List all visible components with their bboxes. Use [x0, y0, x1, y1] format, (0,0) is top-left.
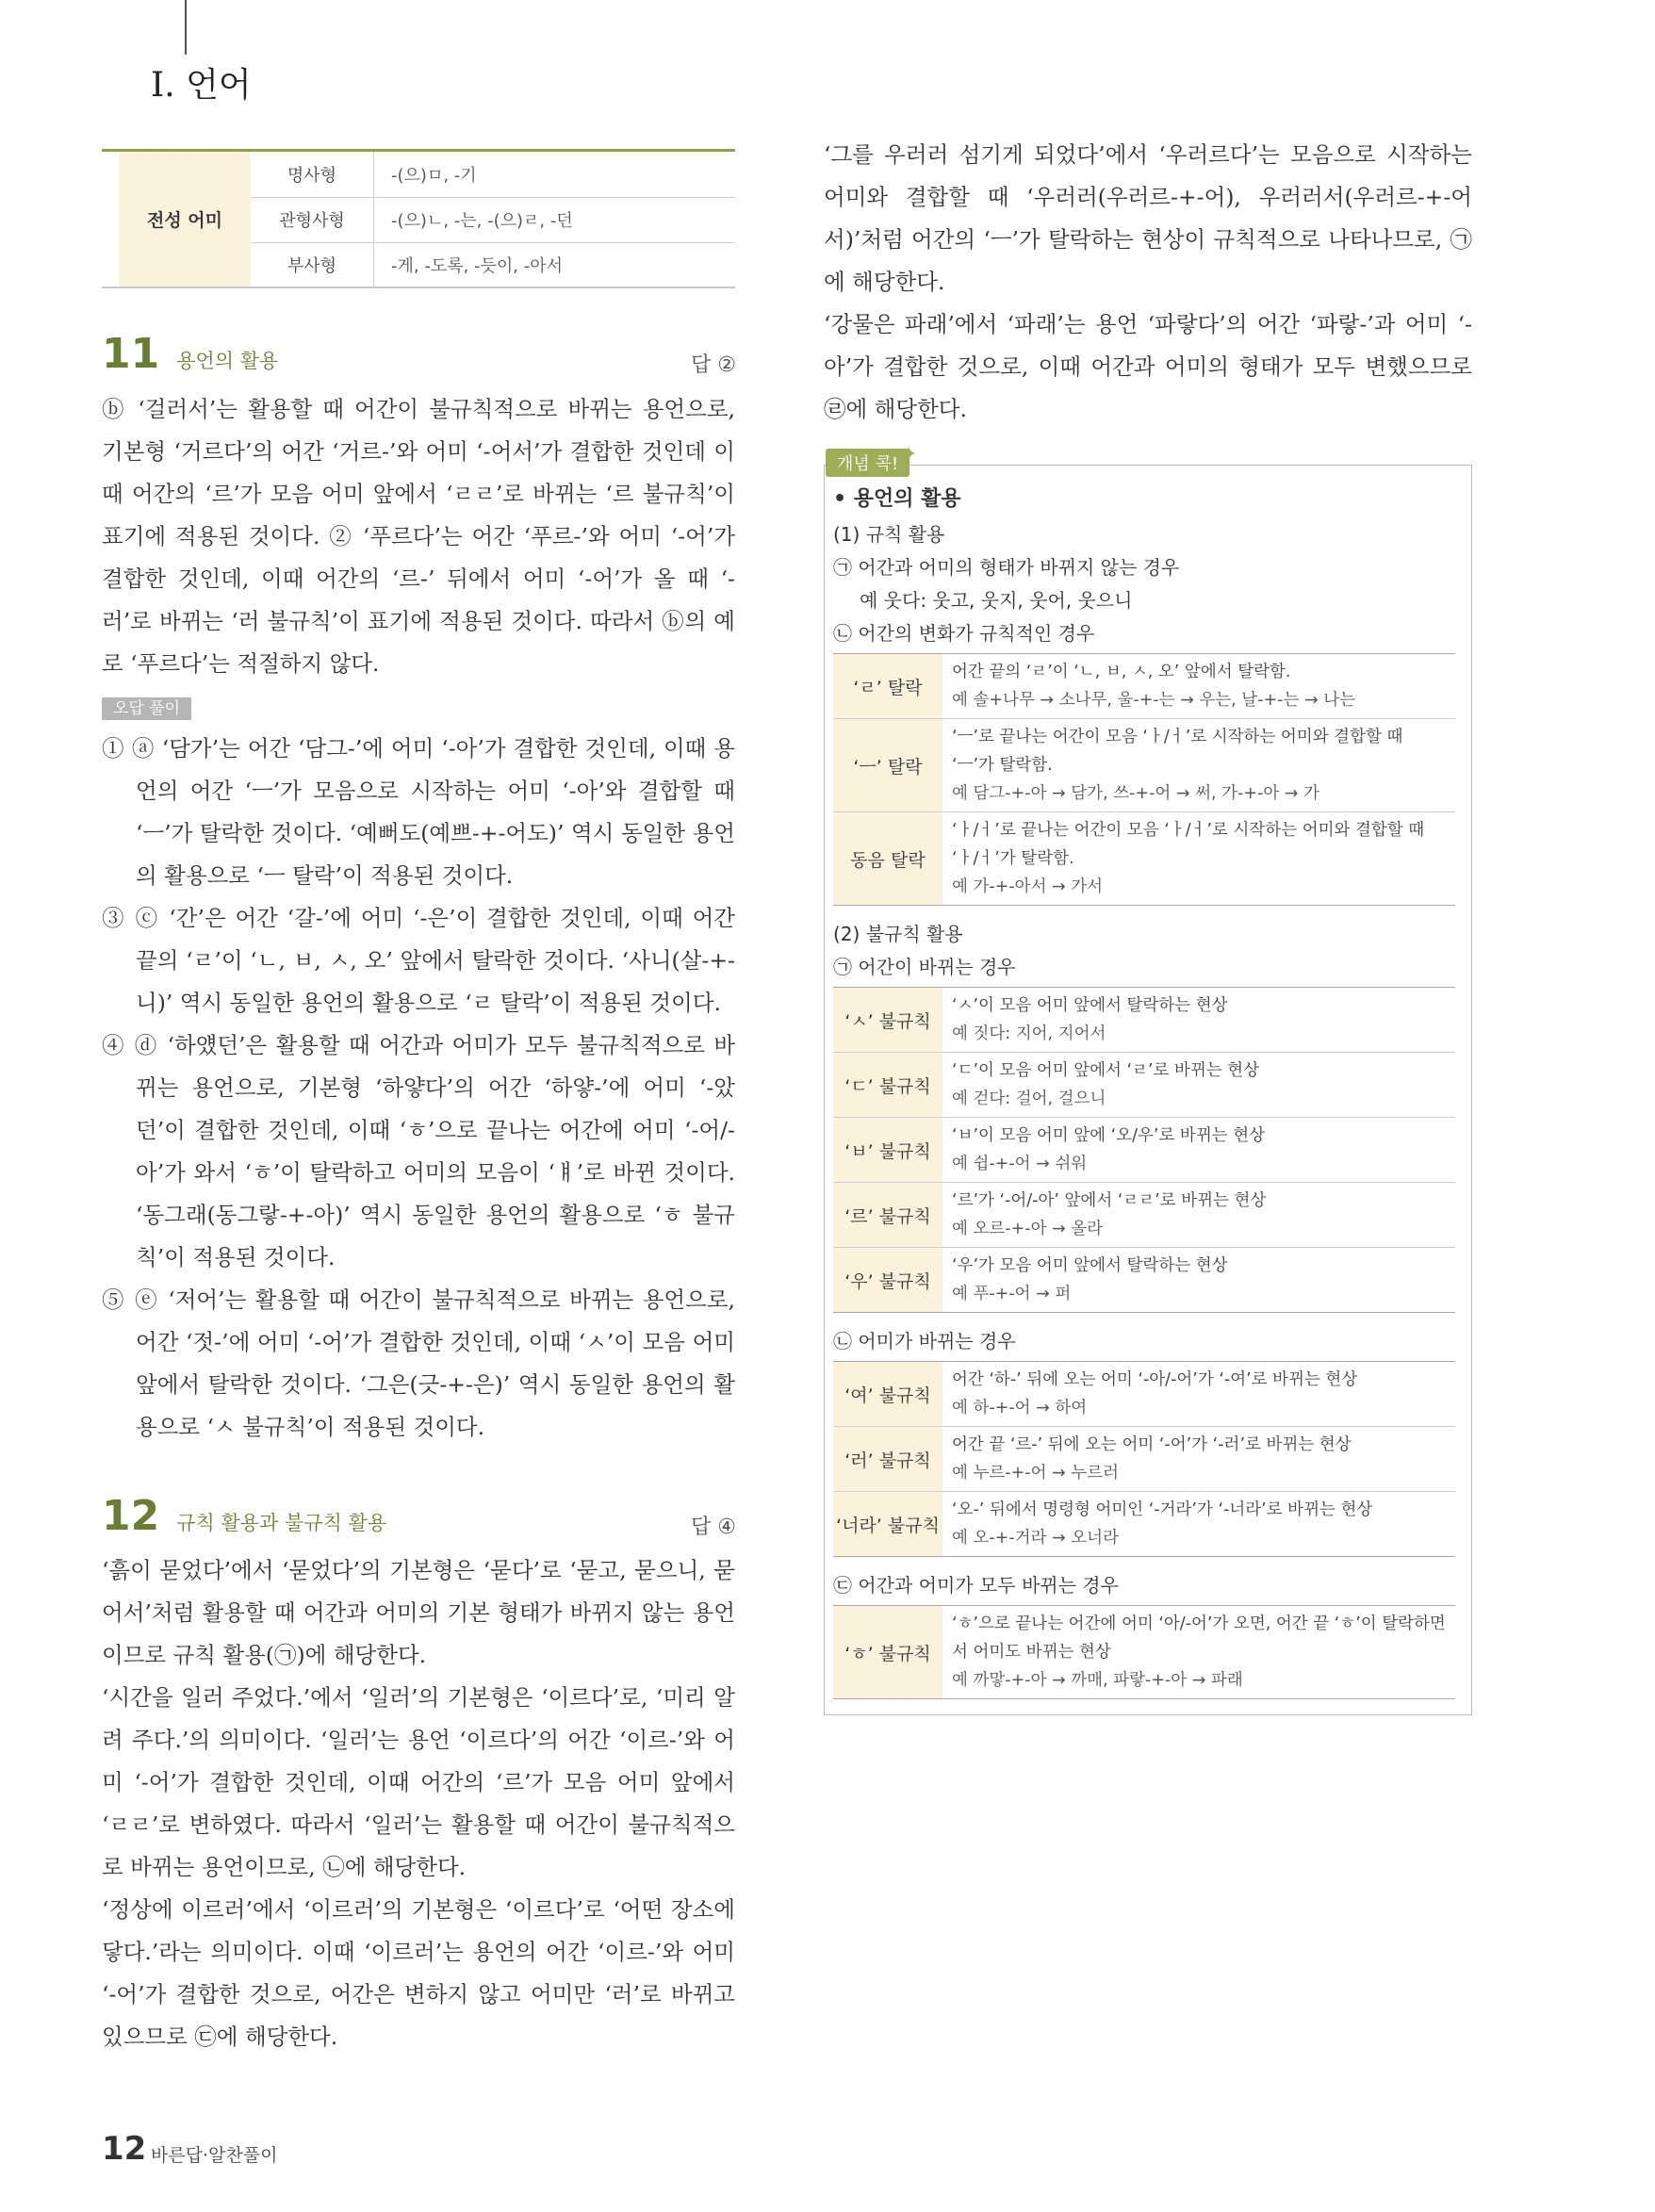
question-number: 11 — [102, 330, 160, 378]
rule-example: 예 쉽-+-어 → 쉬워 — [952, 1155, 1088, 1173]
rule-desc: ‘ㅂ’이 모음 어미 앞에 ‘오/우’로 바뀌는 현상 — [952, 1126, 1266, 1145]
table-row — [833, 988, 1455, 1053]
table-row — [833, 1492, 1455, 1556]
subsection-heading: ㉡ 어미가 바뀌는 경우 — [833, 1330, 1016, 1352]
explanation-text: ‘강물은 파래’에서 ‘파래’는 용언 ‘파랗다’의 어간 ‘파랗-’과 어미 ‘-아’가 결합한 것으로, 이때 어간과 어미의 형태가 모두 변했으므로 ㉣에 해당한다. — [824, 311, 1472, 422]
rule-desc: ‘르’가 ‘-어/-아’ 앞에서 ‘ㄹㄹ’로 바뀌는 현상 — [952, 1191, 1267, 1210]
subsection-heading: ㉡ 어간의 변화가 규칙적인 경우 — [833, 622, 1095, 645]
footer-label: 바른답·알찬풀이 — [151, 2145, 278, 2166]
rule-example: 예 솔+나무 → 소나무, 울-+-는 → 우는, 날-+-는 → 나는 — [952, 691, 1356, 710]
question-title: 규칙 활용과 불규칙 활용 — [176, 1512, 387, 1534]
q12-answer: 답 ④ — [691, 1516, 736, 1539]
rule-label: ‘너라’ 불규칙 — [833, 1492, 942, 1556]
list-item: ⑤ ⓔ ‘저어’는 활용할 때 어간이 불규칙적으로 바뀌는 용언으로, 어간 ‘젓-’에 어미 ‘-어’가 결합한 것인데, 이때 ‘ㅅ’이 모음 어미 앞에서 탈락한 것이다. ‘그은(긋-+-은)’ 역시 동일한 용언의 활용으로 ‘ㅅ 불규칙’이 적용된 것이다. — [102, 1286, 735, 1440]
explanation-text: ‘정상에 이르러’에서 ‘이르러’의 기본형은 ‘이르다’로 ‘어떤 장소에 닿다.’라는 의미이다. 이때 ‘이르러’는 용언의 어간 ‘이르-’와 어미 ‘-어’가 결합한 것으로, 어간은 변하지 않고 어미만 ‘러’로 바뀌고 있으므로 ㉢에 해당한다. — [102, 1896, 735, 2050]
rule-table — [833, 987, 1455, 1313]
table-row — [833, 719, 1455, 812]
rule-label: ‘ㅂ’ 불규칙 — [833, 1118, 942, 1182]
subsection-heading: ㉠ 어간과 어미의 형태가 바뀌지 않는 경우 — [833, 556, 1180, 579]
table-row — [833, 654, 1455, 719]
rule-desc: ‘우’가 모음 어미 앞에서 탈락하는 현상 — [952, 1256, 1228, 1275]
rule-example: 예 걷다: 걸어, 걸으니 — [952, 1090, 1106, 1108]
list-item: ④ ⓓ ‘하얬던’은 활용할 때 어간과 어미가 모두 불규칙적으로 바뀌는 용언으로, 기본형 ‘하얗다’의 어간 ‘하얗-’에 어미 ‘-았던’이 결합한 것인데, 이때 ‘ㅎ’으로 끝나는 어간에 어미 ‘-어/-아’가 와서 ‘ㅎ’이 탈락하고 어미의 모음이 ‘ㅒ’로 바뀐 것이다. ‘동그래(동그랗-+-아)’ 역시 동일한 용언의 활용으로 ‘ㅎ 불규칙’이 적용된 것이다. — [102, 1032, 735, 1270]
rule-table — [833, 1605, 1455, 1699]
table-row — [251, 197, 735, 243]
q11-answer: 답 ② — [691, 353, 736, 377]
rule-example: 예 짓다: 지어, 지어서 — [952, 1024, 1106, 1043]
q11-heading — [102, 330, 278, 378]
rule-label: ‘러’ 불규칙 — [833, 1427, 942, 1491]
section-heading: (1) 규칙 활용 — [833, 523, 945, 546]
rule-desc: ‘ㄷ’이 모음 어미 앞에서 ‘ㄹ’로 바뀌는 현상 — [952, 1061, 1260, 1080]
section-heading: (2) 불규칙 활용 — [833, 923, 963, 945]
table-row — [833, 1427, 1455, 1492]
row-key: 명사형 — [251, 152, 374, 197]
concept-title: • 용언의 활용 — [833, 487, 961, 511]
rule-example: 예 오-+-거라 → 오너라 — [952, 1529, 1119, 1548]
table-row — [833, 1606, 1455, 1698]
table-row — [833, 812, 1455, 905]
list-item: ① ⓐ ‘담가’는 어간 ‘담그-’에 어미 ‘-아’가 결합한 것인데, 이때 용언의 어간 ‘ㅡ’가 모음으로 시작하는 어미 ‘-아’와 결합할 때 ‘ㅡ’가 탈락한 것이다. ‘예뻐도(예쁘-+-어도)’ 역시 동일한 용언의 활용으로 ‘ㅡ 탈락’이 적용된 것이다. — [102, 735, 735, 889]
eomi-table-head: 전성 어미 — [119, 152, 251, 287]
table-row — [833, 1362, 1455, 1427]
rule-desc: 어간 ‘하-’ 뒤에 오는 어미 ‘-아/-어’가 ‘-여’로 바뀌는 현상 — [952, 1370, 1358, 1389]
rule-label: ‘ㅎ’ 불규칙 — [833, 1606, 942, 1698]
explanation-text: ‘시간을 일러 주었다.’에서 ‘일러’의 기본형은 ‘이르다’로, ‘미리 알려 주다.’의 의미이다. ‘일러’는 용언 ‘이르다’의 어간 ‘이르-’와 어미 ‘-어’가 결합한 것인데, 이때 어간의 ‘르’가 모음 어미 앞에서 ‘ㄹㄹ’로 변하였다. 따라서 ‘일러’는 활용할 때 어간이 불규칙적으로 바뀌는 용언이므로, ㉡에 해당한다. — [102, 1684, 735, 1880]
explanation-text: ‘흙이 묻었다’에서 ‘묻었다’의 기본형은 ‘묻다’로 ‘묻고, 묻으니, 묻어서’처럼 활용할 때 어간과 어미의 기본 형태가 바뀌지 않는 용언이므로 규칙 활용(㉠)에 해당한다. — [102, 1557, 735, 1668]
rule-example: 예 담그-+-아 → 담가, 쓰-+-어 → 써, 가-+-아 → 가 — [952, 784, 1319, 803]
question-title: 용언의 활용 — [176, 350, 279, 372]
table-row — [833, 1118, 1455, 1183]
rule-desc: 어간 끝 ‘르-’ 뒤에 오는 어미 ‘-어’가 ‘-러’로 바뀌는 현상 — [952, 1435, 1352, 1454]
page-number: 12 — [102, 2130, 147, 2168]
rule-label: ‘ㄹ’ 탈락 — [833, 654, 942, 718]
table-row — [833, 1183, 1455, 1248]
rule-table — [833, 1361, 1455, 1557]
row-key: 관형사형 — [251, 197, 374, 242]
rule-table — [833, 653, 1455, 906]
table-row — [251, 242, 735, 287]
explanation-text: ‘그를 우러러 섬기게 되었다’에서 ‘우러르다’는 모음으로 시작하는 어미와 결합할 때 ‘우러러(우러르-+-어), 우러러서(우러르-+-어서)’처럼 어간의 ‘ㅡ’가 탈락하는 현상이 규칙적으로 나타나므로, ㉠에 해당한다. — [824, 141, 1472, 295]
rule-label: ‘르’ 불규칙 — [833, 1183, 942, 1247]
rule-example: 예 오르-+-아 → 올라 — [952, 1220, 1104, 1238]
table-row — [833, 1053, 1455, 1118]
example-text: 예 웃다: 웃고, 웃지, 웃어, 웃으니 — [860, 589, 1133, 612]
subsection-heading: ㉢ 어간과 어미가 모두 바뀌는 경우 — [833, 1574, 1119, 1597]
rule-example: 예 푸-+-어 → 퍼 — [952, 1285, 1072, 1303]
row-value: -게, -도록, -듯이, -아서 — [391, 256, 564, 276]
q12-explanation — [102, 1549, 735, 2058]
chapter-title: Ⅰ. 언어 — [151, 66, 252, 105]
q11-explanation — [102, 388, 735, 1449]
q12-heading — [102, 1492, 386, 1540]
rule-label: ‘ㅡ’ 탈락 — [833, 719, 942, 811]
table-row — [833, 1248, 1455, 1312]
rule-desc: ‘오-’ 뒤에서 명령형 어미인 ‘-거라’가 ‘-너라’로 바뀌는 현상 — [952, 1500, 1373, 1519]
rule-label: ‘ㄷ’ 불규칙 — [833, 1053, 942, 1117]
rule-label: ‘우’ 불규칙 — [833, 1248, 942, 1312]
rule-example: 예 하-+-어 → 하여 — [952, 1399, 1088, 1417]
table-row — [251, 152, 735, 198]
concept-body — [833, 483, 1461, 1712]
list-item: ③ ⓒ ‘간’은 어간 ‘갈-’에 어미 ‘-은’이 결합한 것인데, 이때 어간 끝의 ‘ㄹ’이 ‘ㄴ, ㅂ, ㅅ, 오’ 앞에서 탈락한 것이다. ‘사니(살-+-니)’ 역시 동일한 용언의 활용으로 ‘ㄹ 탈락’이 적용된 것이다. — [102, 905, 735, 1016]
row-value: -(으)ㅁ, -기 — [391, 166, 477, 186]
rule-example: 예 누르-+-어 → 누르러 — [952, 1464, 1119, 1483]
rule-label: ‘ㅅ’ 불규칙 — [833, 988, 942, 1052]
pointer-icon: ✦ — [900, 443, 918, 467]
header-rule — [185, 0, 187, 55]
rule-desc: ‘ㅡ’로 끝나는 어간이 모음 ‘ㅏ/ㅓ’로 시작하는 어미와 결합할 때 ‘ㅡ’가 탈락함. — [952, 728, 1403, 775]
explanation-text: ⓑ ‘걸러서’는 활용할 때 어간이 불규칙적으로 바뀌는 용언으로, 기본형 ‘거르다’의 어간 ‘거르-’와 어미 ‘-어서’가 결합한 것인데 이때 어간의 ‘르’가 모음 어미 앞에서 ‘ㄹㄹ’로 바뀌는 ‘르 불규칙’이 표기에 적용된 것이다. ② ‘푸르다’는 어간 ‘푸르-’와 어미 ‘-어’가 결합한 것인데, 이때 어간의 ‘르-’ 뒤에서 어미 ‘-어’가 올 때 ‘-러’로 바뀌는 ‘러 불규칙’이 표기에 적용된 것이다. 따라서 ⓑ의 예로 ‘푸르다’는 적절하지 않다. — [102, 396, 735, 677]
wrong-answer-badge: 오답 풀이 — [102, 697, 191, 720]
rule-example: 예 까맣-+-아 → 까매, 파랗-+-아 → 파래 — [952, 1671, 1243, 1690]
q12-explanation-continued — [824, 134, 1472, 431]
rule-desc: 어간 끝의 ‘ㄹ’이 ‘ㄴ, ㅂ, ㅅ, 오’ 앞에서 탈락함. — [952, 663, 1291, 681]
rule-desc: ‘ㅎ’으로 끝나는 어간에 어미 ‘아/-어’가 오면, 어간 끝 ‘ㅎ’이 탈락하면서 어미도 바뀌는 현상 — [952, 1614, 1446, 1662]
concept-tag: 개념 콕! — [826, 449, 909, 477]
rule-example: 예 가-+-아서 → 가서 — [952, 877, 1104, 896]
rule-label: ‘여’ 불규칙 — [833, 1362, 942, 1426]
rule-desc: ‘ㅅ’이 모음 어미 앞에서 탈락하는 현상 — [952, 996, 1228, 1015]
row-key: 부사형 — [251, 242, 374, 287]
eomi-table — [102, 149, 735, 288]
subsection-heading: ㉠ 어간이 바뀌는 경우 — [833, 956, 1016, 978]
rule-desc: ‘ㅏ/ㅓ’로 끝나는 어간이 모음 ‘ㅏ/ㅓ’로 시작하는 어미와 결합할 때 ‘ㅏ/ㅓ’가 탈락함. — [952, 821, 1425, 868]
question-number: 12 — [102, 1492, 160, 1540]
row-value: -(으)ㄴ, -는, -(으)ㄹ, -던 — [391, 211, 573, 231]
rule-label: 동음 탈락 — [833, 812, 942, 905]
